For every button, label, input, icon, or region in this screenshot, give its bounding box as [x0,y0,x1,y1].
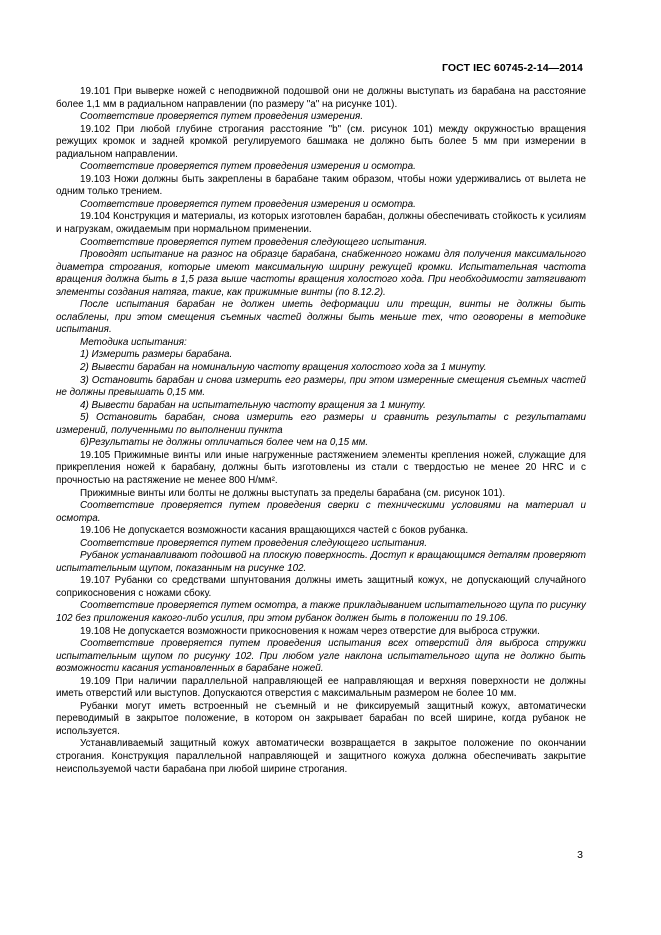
document-header: ГОСТ IEC 60745-2-14—2014 [441,62,583,74]
paragraph: 19.108 Не допускается возможности прикосновения к ножам через отверстие для выброса стружки. [80,625,540,637]
paragraph: Рубанки могут иметь встроенный не съемный и не фиксируемый защитный кожух, автоматически переводимый в закрытое положение, в котором он закрывает барабан по всей ширине, когда рубанок не используется. [56,700,586,737]
paragraph: Соответствие проверяется путем проведения измерения и осмотра. [80,161,416,173]
paragraph: Соответствие проверяется путем проведения следующего испытания. [80,236,428,248]
paragraph: 19.102 При любой глубине строгания расстояние "b" (см. рисунок 101) между окружностью вращения режущих кромок и задней кромкой регулируемого башмака не должно быть более 5 мм при измерении в радиальном направлении. [56,123,586,160]
paragraph: Соответствие проверяется путем проведения измерения и осмотра. [80,198,416,210]
paragraph: 19.104 Конструкция и материалы, из которых изготовлен барабан, должны обеспечивать стойкость к усилиям и нагрузкам, ожидаемым при нормальном применении. [56,211,586,236]
page-number: 3 [577,849,583,861]
paragraph: Прижимные винты или болты не должны выступать за пределы барабана (см. рисунок 101). [80,487,506,499]
paragraph: 19.106 Не допускается возможности касания вращающихся частей с боков рубанка. [80,525,469,537]
paragraph: 19.105 Прижимные винты или иные нагруженные растяжением элементы крепления ножей, служащие для прикрепления ножей к барабану, должны быть изготовлены из стали с твердостью не менее 20 HRC и с прочностью на растяжение не менее 800 Н/мм². [56,449,586,486]
paragraph: Проводят испытание на разнос на образце барабана, снабженного ножами для получения максимального диаметра строгания, которые имеют максимальную ширину режущей кромки. Испытательная частота вращения должна быть в 1,5 раза выше частоты вращения холостого хода. При необходимости затягивают элементы создания натяга, такие, как прижимные винты (по 8.12.2). [56,249,586,298]
paragraph: Устанавливаемый защитный кожух автоматически возвращается в закрытое положение по окончании строгания. Конструкция параллельной направляющей и защитного кожуха должна обеспечивать закрытие неиспользуемой части барабана при любой ширине строгания. [56,738,586,775]
paragraph: Соответствие проверяется путем проведения испытания всех отверстий для выброса стружки испытательным щупом по рисунку 102. При любом угле наклона испытательного щупа не должно быть возможности касания установленных в барабане ножей. [56,638,586,675]
paragraph: 19.107 Рубанки со средствами шпунтования должны иметь защитный кожух, не допускающий случайного соприкосновения с ножами сбоку. [56,575,586,599]
paragraph: 2) Вывести барабан на номинальную частоту вращения холостого хода за 1 минуту. [80,362,487,374]
paragraph: 19.109 При наличии параллельной направляющей ее направляющая и верхняя поверхности не должны иметь отверстий или выступов. Допускаются отверстия с максимальным размером не более 10 мм. [56,675,586,700]
paragraph: 4) Вывести барабан на испытательную частоту вращения за 1 минуту. [80,399,426,411]
paragraph: 5) Остановить барабан, снова измерить его размеры и сравнить результаты с результатами измерений, полученными по выполнении пункта [56,412,586,436]
paragraph: 6)Результаты не должны отличаться более чем на 0,15 мм. [80,437,369,449]
paragraph: 19.103 Ножи должны быть закреплены в барабане таким образом, чтобы ножи удерживались от вылета не одним только трением. [56,173,586,198]
paragraph: После испытания барабан не должен иметь деформации или трещин, винты не должны быть ослаблены, при этом смещения съемных частей должны быть меньше тех, что оговорены в методике испытания. [56,299,586,336]
paragraph: 3) Остановить барабан и снова измерить его размеры, при этом измеренные смещения съемных частей не должны превышать 0,15 мм. [56,374,586,399]
paragraph: 19.101 При выверке ножей с неподвижной подошвой они не должны выступать из барабана на расстояние более 1,1 мм в радиальном направлении (по размеру "a" на рисунке 101). [56,86,586,110]
paragraph: Соответствие проверяется путем проведения сверки с техническими условиями на материал и осмотра. [56,500,586,524]
paragraph: Рубанок устанавливают подошвой на плоскую поверхность. Доступ к вращающимся деталям проверяют испытательным щупом, показанным на рисунке 102. [56,550,586,574]
paragraph: Соответствие проверяется путем осмотра, а также прикладыванием испытательного щупа по рисунку 102 без приложения какого-либо усилия, при этом рубанок должен быть в положении по 19.106. [56,600,586,624]
paragraph: Методика испытания: [80,336,187,348]
paragraph: 1) Измерить размеры барабана. [80,349,233,361]
paragraph: Соответствие проверяется путем проведения следующего испытания. [80,537,428,549]
paragraph: Соответствие проверяется путем проведения измерения. [80,111,364,123]
document-body [56,86,586,776]
